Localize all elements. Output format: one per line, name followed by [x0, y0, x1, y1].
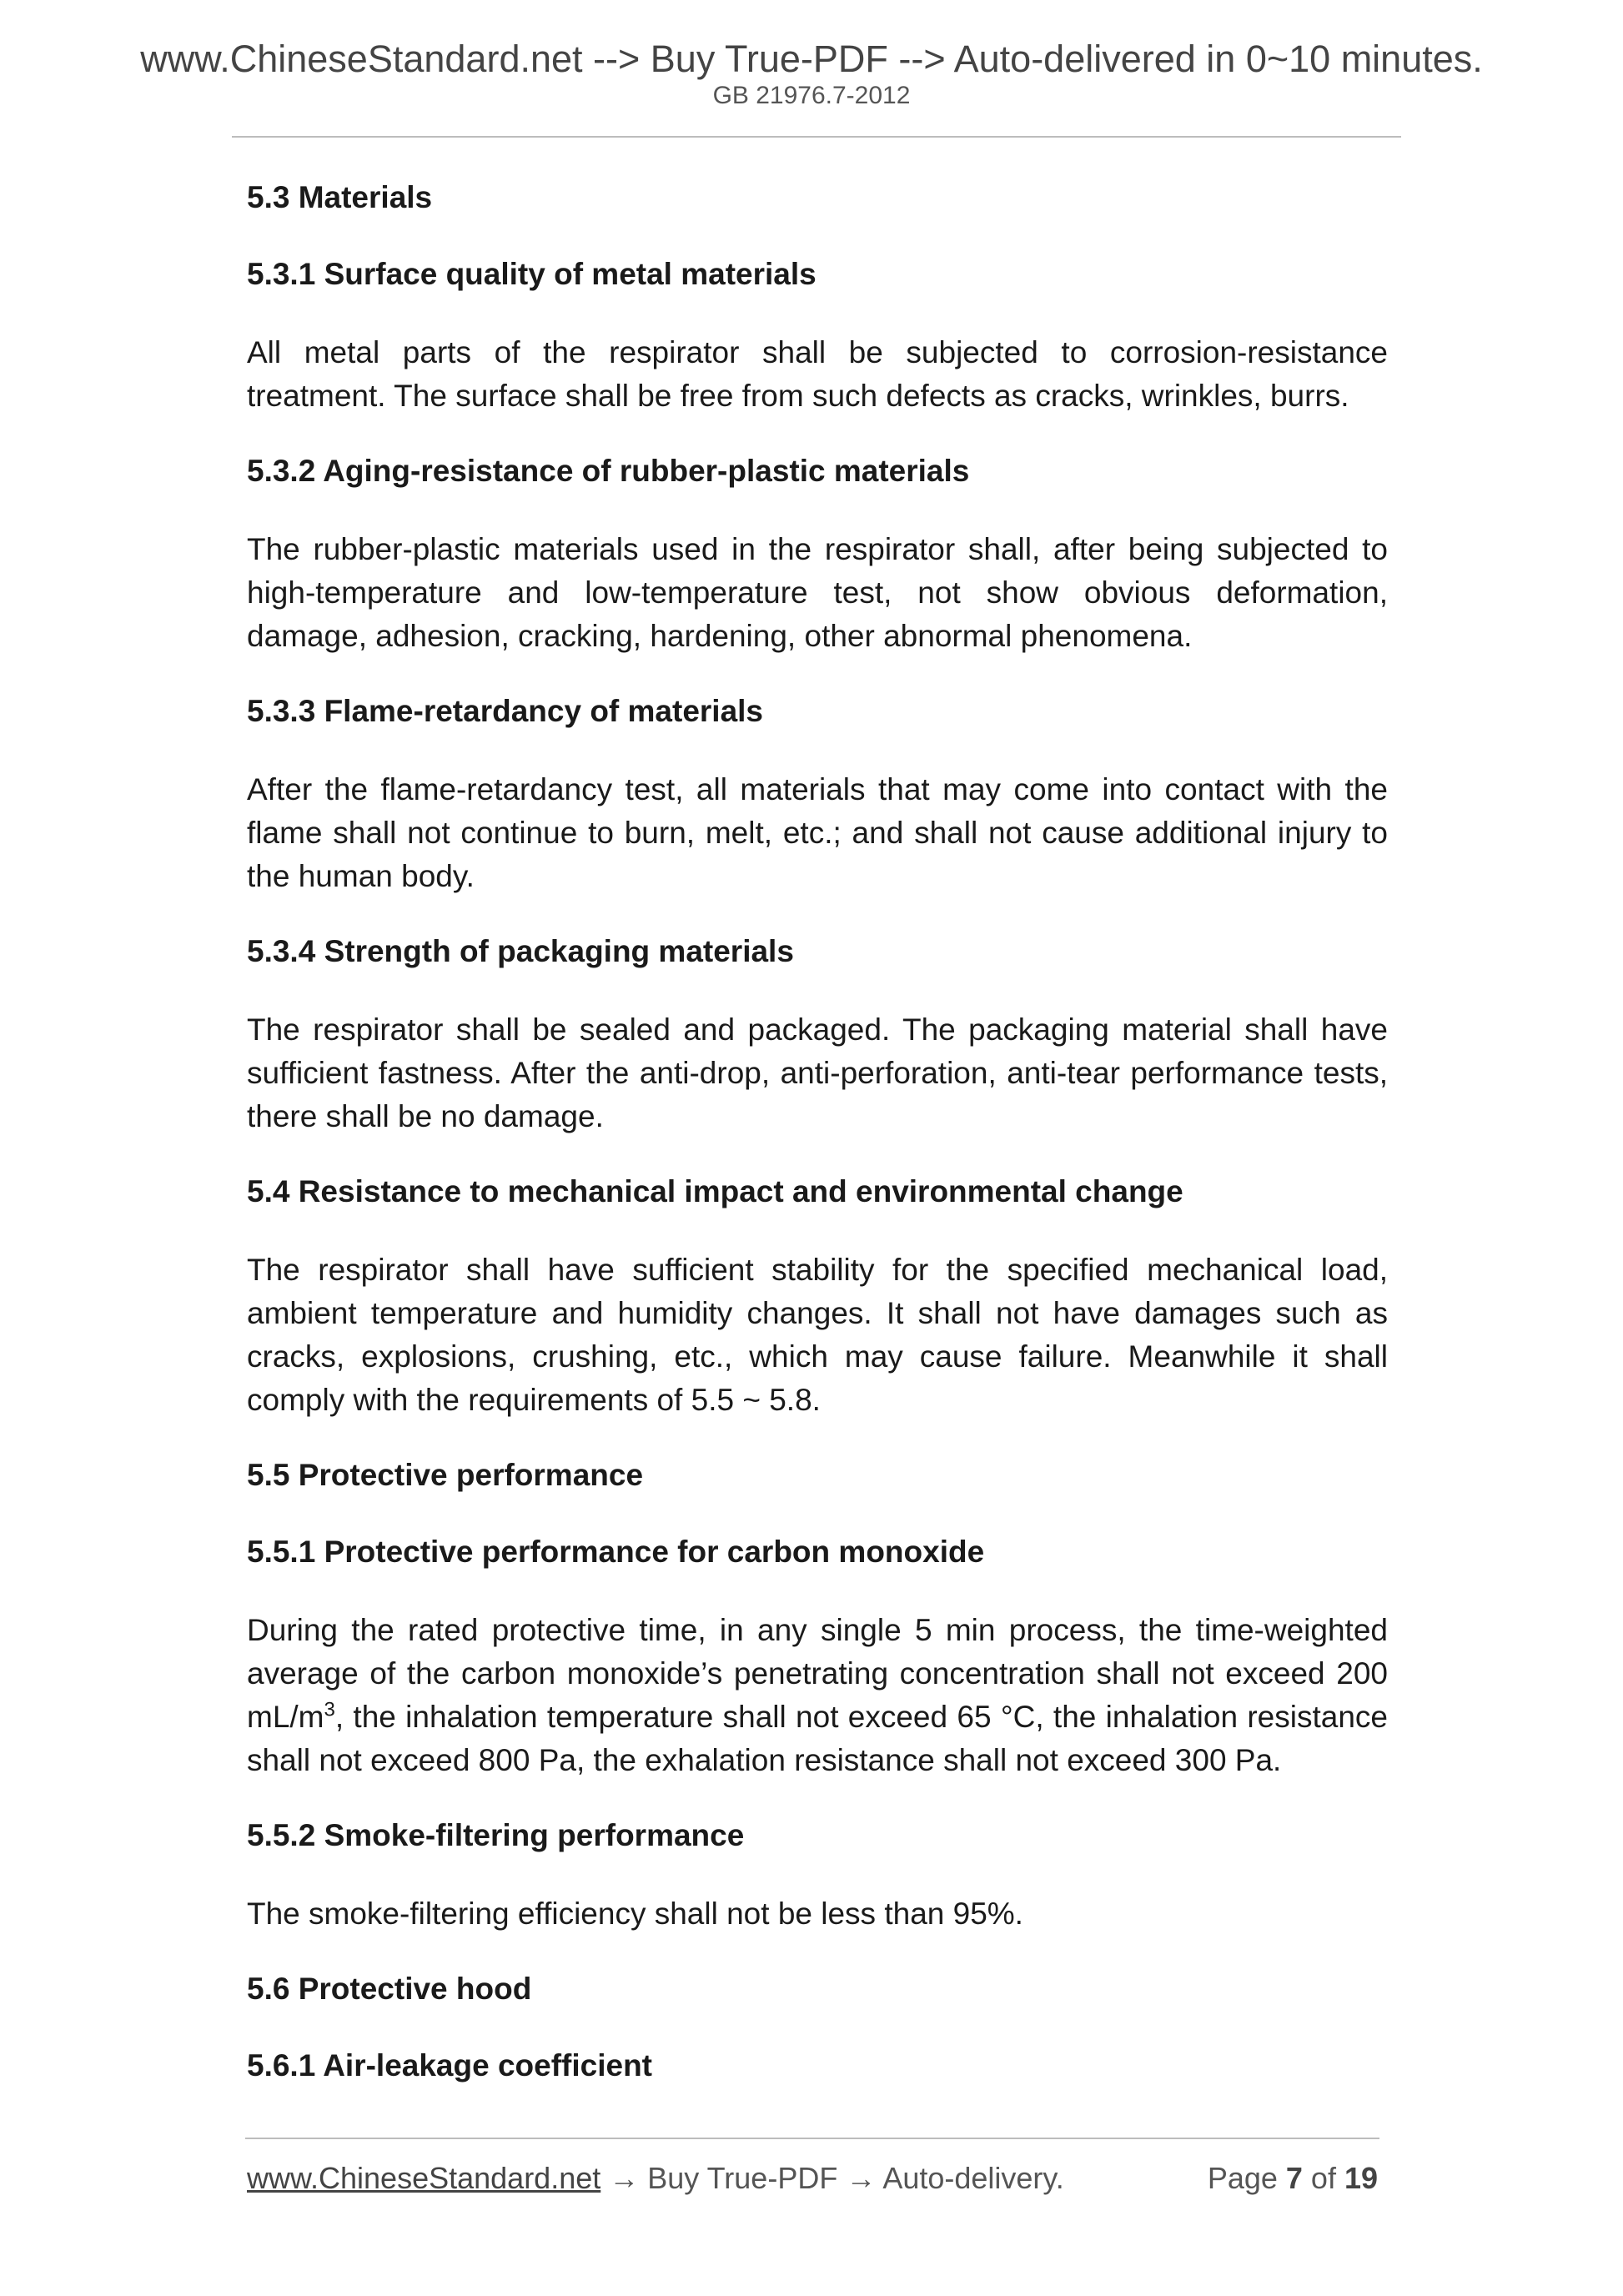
section-heading-5-6: 5.6 Protective hood [247, 1972, 532, 2006]
page-label: Page [1207, 2161, 1286, 2195]
section-heading-5-3-1: 5.3.1 Surface quality of metal materials [247, 257, 817, 291]
section-text-5-3-1: All metal parts of the respirator shall be subjected to corrosion-resistance treatment. The surface shall be free from such defects as cracks, wrinkles, burrs. [247, 335, 1388, 413]
section-heading-5-3-2: 5.3.2 Aging-resistance of rubber-plastic materials [247, 454, 970, 488]
section-text-5-5-2: The smoke-filtering efficiency shall not be less than 95%. [247, 1897, 1023, 1931]
section-heading-5-4: 5.4 Resistance to mechanical impact and environmental change [247, 1174, 1183, 1208]
section-text-5-4: The respirator shall have sufficient stability for the specified mechanical load, ambient temperature and humidity changes. It shall not have damages such as cracks, explosions, crushing, etc., which may cause failure. Meanwhile it shall comply with the requirements of 5.5 ~ 5.8. [247, 1253, 1388, 1417]
superscript: 3 [324, 1698, 335, 1721]
header-divider [232, 136, 1401, 138]
footer-tagline: → Buy True-PDF → Auto-delivery. [600, 2161, 1064, 2195]
section-text-5-3-4: The respirator shall be sealed and packaged. The packaging material shall have sufficient fastness. After the anti-drop, anti-perforation, anti-tear performance tests, there shall be no damage. [247, 1012, 1388, 1133]
footer-site-link[interactable]: www.ChineseStandard.net [247, 2161, 601, 2195]
section-text-5-5-1 [247, 1609, 1388, 1782]
section-heading-5-5-2: 5.5.2 Smoke-filtering performance [247, 1818, 745, 1852]
section-heading-5-5-1: 5.5.1 Protective performance for carbon monoxide [247, 1535, 985, 1569]
footer-divider [245, 2138, 1379, 2139]
section-heading-5-3-4: 5.3.4 Strength of packaging materials [247, 934, 794, 968]
section-text-5-3-2: The rubber-plastic materials used in the respirator shall, after being subjected to high-temperature and low-temperature test, not show obvious deformation, damage, adhesion, cracking, hardening, other abnormal phenomena. [247, 532, 1388, 653]
page-of-label: of [1302, 2161, 1344, 2195]
section-text-5-3-3: After the flame-retardancy test, all materials that may come into contact with the flame shall not continue to burn, melt, etc.; and shall not cause additional injury to the human body. [247, 772, 1388, 893]
section-heading-5-5: 5.5 Protective performance [247, 1458, 644, 1492]
page-footer [247, 2163, 1379, 2193]
text-after-superscript: , the inhalation temperature shall not exceed 65 °C, the inhalation resistance shall not exceed 800 Pa, the exhalation resistance shall not exceed 300 Pa. [247, 1700, 1388, 1777]
document-body [247, 178, 1388, 2123]
page-number: 7 [1285, 2161, 1303, 2195]
text-before-superscript: During the rated protective time, in any single 5 min process, the time-weighted average of the carbon monoxide’s penetrating concentration shall not exceed 200 mL/m [247, 1613, 1388, 1734]
section-heading-5-3: 5.3 Materials [247, 180, 433, 214]
page-total: 19 [1344, 2161, 1378, 2195]
document-code: GB 21976.7-2012 [712, 82, 911, 109]
section-heading-5-6-1: 5.6.1 Air-leakage coefficient [247, 2048, 653, 2082]
site-banner: www.ChineseStandard.net --> Buy True-PDF --> Auto-delivered in 0~10 minutes. [140, 38, 1483, 80]
page-indicator [1208, 2163, 1378, 2193]
section-heading-5-3-3: 5.3.3 Flame-retardancy of materials [247, 694, 764, 728]
